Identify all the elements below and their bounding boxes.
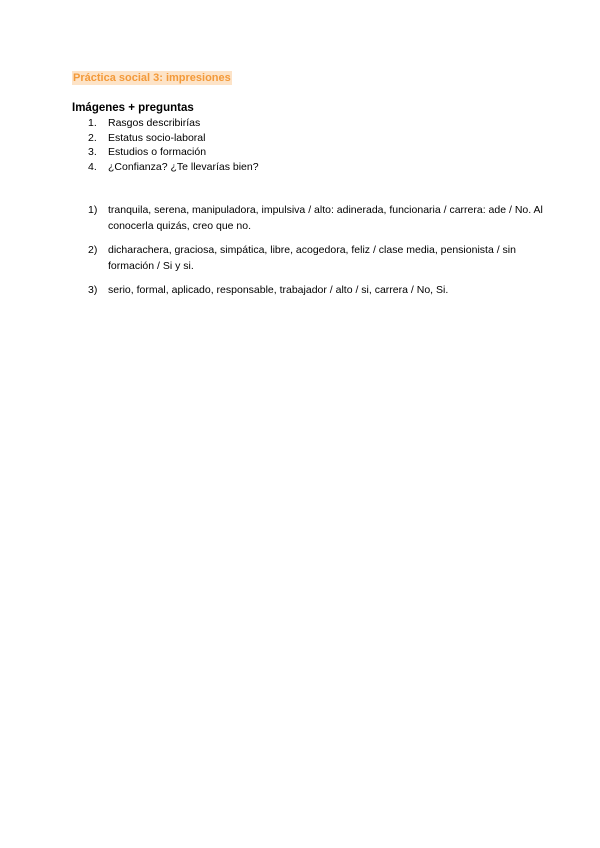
list-text: Estudios o formación <box>108 146 207 158</box>
list-item <box>72 116 532 131</box>
section-heading: Imágenes + preguntas <box>72 102 194 114</box>
list-number: 2) <box>88 244 98 256</box>
list-number: 1) <box>88 204 98 216</box>
list-number: 3. <box>88 146 97 158</box>
list-number: 1. <box>88 117 97 129</box>
list-item <box>72 131 532 146</box>
list-text: serio, formal, aplicado, responsable, trabajador / alto / si, carrera / No, Si. <box>108 284 449 296</box>
list-text: dicharachera, graciosa, simpática, libre, acogedora, feliz / clase media, pensionista / sin formación / Si y si. <box>108 244 516 272</box>
list-item <box>88 243 543 274</box>
list-number: 3) <box>88 284 98 296</box>
document-title: Práctica social 3: impresiones <box>73 72 231 84</box>
list-text: Rasgos describirías <box>108 117 201 129</box>
list-text: ¿Confianza? ¿Te llevarías bien? <box>108 160 259 173</box>
list-item <box>88 283 543 299</box>
list-text: Estatus socio-laboral <box>108 131 206 144</box>
list-number: 2. <box>88 131 97 144</box>
answer-list <box>88 203 543 299</box>
list-item <box>72 145 532 160</box>
list-number: 4. <box>88 160 97 173</box>
list-item <box>72 160 532 175</box>
list-text: tranquila, serena, manipuladora, impulsiva / alto: adinerada, funcionaria / carrera: ade / No. Al conocerla quizás, creo que no. <box>108 204 543 232</box>
question-list <box>72 116 532 174</box>
list-item <box>88 203 543 234</box>
